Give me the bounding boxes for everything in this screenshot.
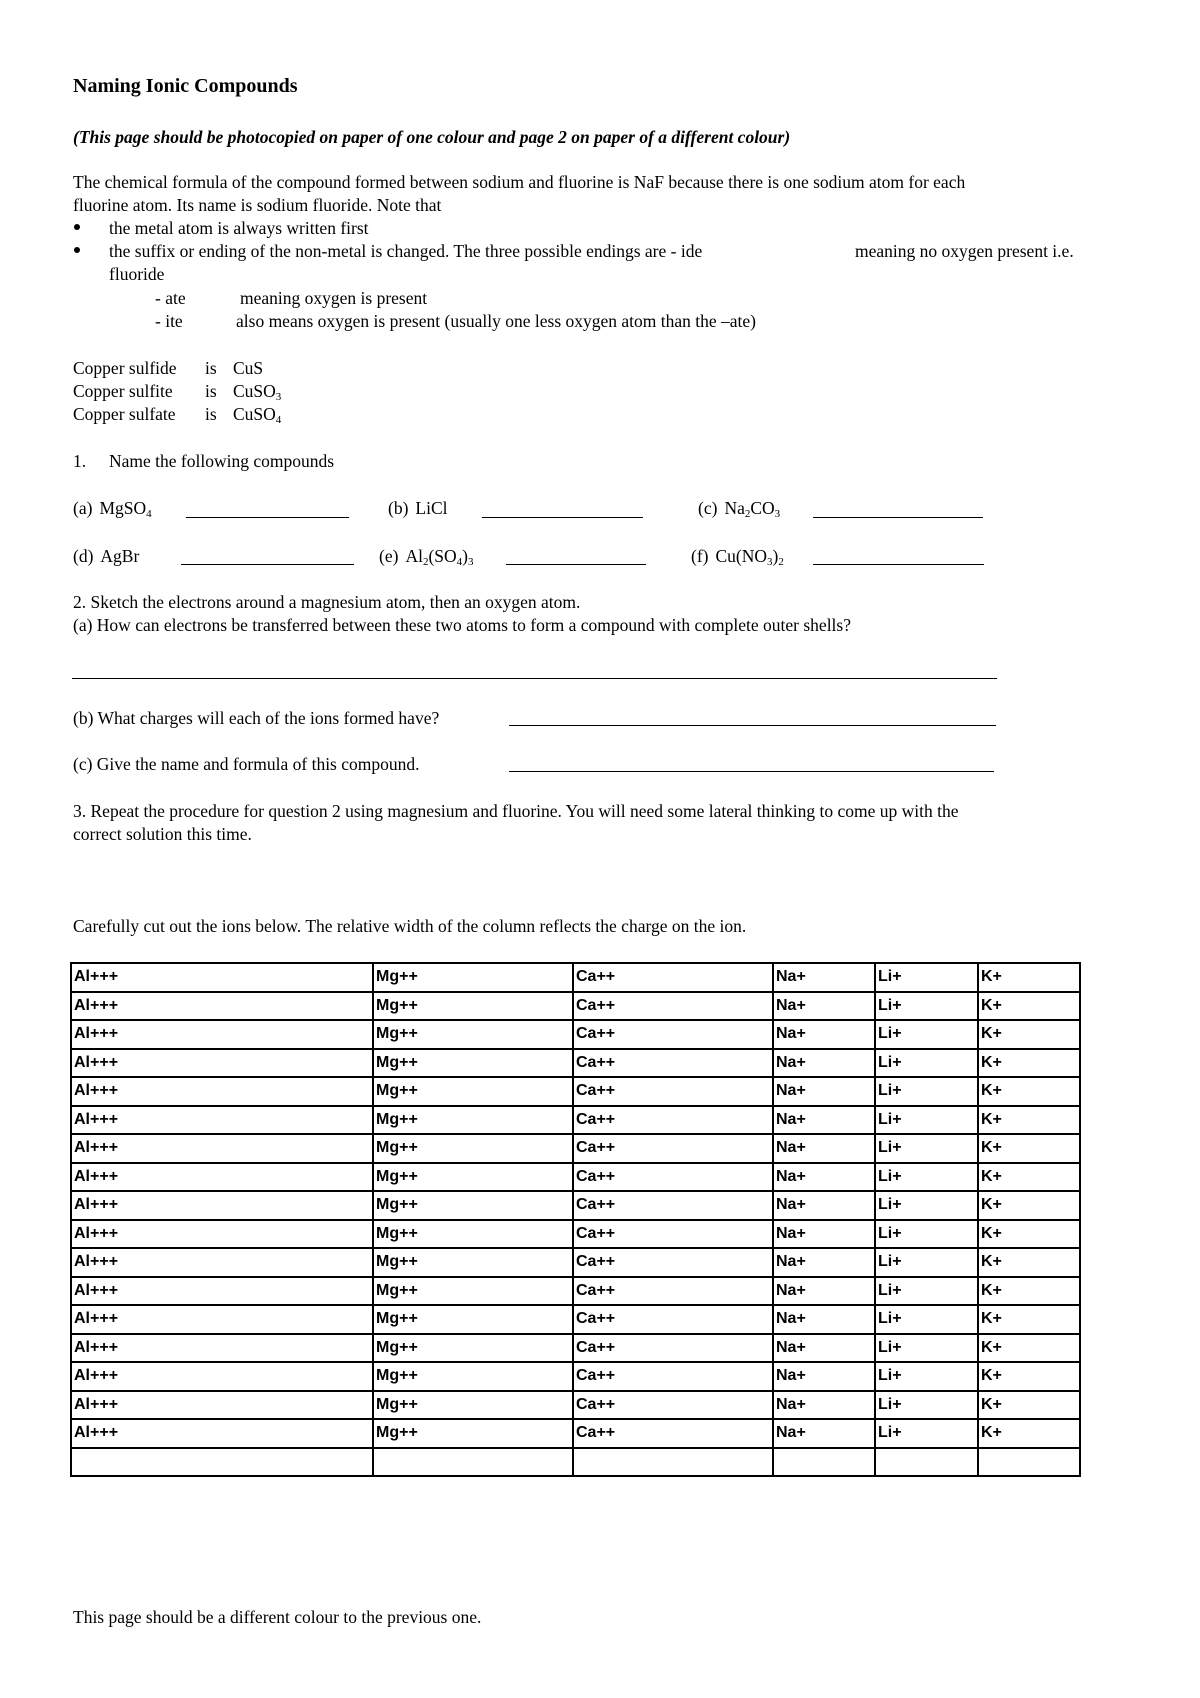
- ion-cell[interactable]: Li+: [875, 1391, 978, 1420]
- ion-cell[interactable]: Li+: [875, 1277, 978, 1306]
- ion-row: [71, 992, 1080, 1021]
- ion-cell[interactable]: Mg++: [373, 1106, 573, 1135]
- ion-row: [71, 1334, 1080, 1363]
- ion-cell[interactable]: Ca++: [573, 1334, 773, 1363]
- q1-item: [691, 545, 784, 567]
- intro-line-2: fluorine atom. Its name is sodium fluoride. Note that: [73, 195, 442, 215]
- ion-cell[interactable]: Mg++: [373, 1391, 573, 1420]
- ion-row: [71, 1106, 1080, 1135]
- q1-item: [698, 497, 780, 519]
- ion-cell[interactable]: Li+: [875, 1134, 978, 1163]
- ion-cell[interactable]: Al+++: [71, 1391, 373, 1420]
- q2-intro: 2. Sketch the electrons around a magnesium atom, then an oxygen atom.: [73, 592, 581, 612]
- ion-cell[interactable]: K+: [978, 963, 1080, 992]
- ion-cell[interactable]: Ca++: [573, 1077, 773, 1106]
- answer-line[interactable]: [813, 564, 984, 565]
- q1-item-label: (a): [73, 498, 93, 518]
- page-title: Naming Ionic Compounds: [73, 75, 298, 97]
- ion-cell[interactable]: Na+: [773, 1077, 875, 1106]
- ion-cell[interactable]: Na+: [773, 1305, 875, 1334]
- q2-c: (c) Give the name and formula of this compound.: [73, 754, 420, 774]
- ion-cell[interactable]: Na+: [773, 1334, 875, 1363]
- empty-ion-cell[interactable]: [373, 1448, 573, 1477]
- ion-cell[interactable]: Ca++: [573, 1134, 773, 1163]
- ion-cell[interactable]: Al+++: [71, 1277, 373, 1306]
- ate-meaning: meaning oxygen is present: [240, 288, 428, 308]
- ion-row: [71, 1049, 1080, 1078]
- ion-cell[interactable]: K+: [978, 1391, 1080, 1420]
- ion-cell[interactable]: Mg++: [373, 1419, 573, 1448]
- ion-cell[interactable]: Na+: [773, 1106, 875, 1135]
- ide-meaning: meaning no oxygen present i.e.: [855, 241, 1074, 261]
- ion-cell[interactable]: Na+: [773, 1419, 875, 1448]
- ion-cell[interactable]: K+: [978, 1191, 1080, 1220]
- ion-cell[interactable]: Al+++: [71, 963, 373, 992]
- ion-cell[interactable]: Mg++: [373, 1191, 573, 1220]
- ion-cell[interactable]: Ca++: [573, 1191, 773, 1220]
- ate-suffix: - ate: [155, 288, 186, 308]
- q1-item-formula: LiCl: [415, 498, 448, 518]
- ion-row: [71, 1448, 1080, 1477]
- ion-cell[interactable]: Na+: [773, 1277, 875, 1306]
- ion-cell[interactable]: Mg++: [373, 963, 573, 992]
- ion-cell[interactable]: Al+++: [71, 1106, 373, 1135]
- q1-item-formula: $Cu(NO_3)_2$: [715, 546, 784, 568]
- q1-item-label: (b): [388, 498, 409, 518]
- q1-number: 1.: [73, 451, 87, 471]
- bullet-suffix: the suffix or ending of the non-metal is changed. The three possible endings are - ide: [109, 241, 703, 261]
- ion-cell[interactable]: Mg++: [373, 1163, 573, 1192]
- ion-cell[interactable]: K+: [978, 1248, 1080, 1277]
- ion-cell[interactable]: Mg++: [373, 992, 573, 1021]
- ide-example: fluoride: [109, 264, 165, 284]
- ion-cell[interactable]: Na+: [773, 1020, 875, 1049]
- ion-cell[interactable]: Li+: [875, 1020, 978, 1049]
- ion-cell[interactable]: Al+++: [71, 1077, 373, 1106]
- ion-cell[interactable]: Al+++: [71, 1334, 373, 1363]
- ion-row: [71, 1077, 1080, 1106]
- empty-ion-cell[interactable]: [978, 1448, 1080, 1477]
- ion-cell[interactable]: Mg++: [373, 1334, 573, 1363]
- ion-cell[interactable]: Mg++: [373, 1277, 573, 1306]
- answer-line[interactable]: [813, 517, 983, 518]
- ion-cell[interactable]: Al+++: [71, 992, 373, 1021]
- ion-cell[interactable]: Li+: [875, 1077, 978, 1106]
- empty-ion-cell[interactable]: [573, 1448, 773, 1477]
- ion-row: [71, 1277, 1080, 1306]
- ion-cell[interactable]: Ca++: [573, 1163, 773, 1192]
- ion-cell[interactable]: Al+++: [71, 1134, 373, 1163]
- example-row: Copper sulfate is CuSO$_4$: [73, 404, 282, 426]
- ion-cell[interactable]: Ca++: [573, 1277, 773, 1306]
- ite-meaning: also means oxygen is present (usually one less oxygen atom than the –ate): [236, 311, 757, 331]
- ion-cell[interactable]: Al+++: [71, 1191, 373, 1220]
- ion-cell[interactable]: K+: [978, 1220, 1080, 1249]
- ion-cell[interactable]: Li+: [875, 1334, 978, 1363]
- ion-cell[interactable]: Al+++: [71, 1362, 373, 1391]
- ion-cell[interactable]: Al+++: [71, 1419, 373, 1448]
- ion-cell[interactable]: Na+: [773, 992, 875, 1021]
- ion-row: [71, 1391, 1080, 1420]
- ion-row: [71, 1248, 1080, 1277]
- ion-row: [71, 1419, 1080, 1448]
- ion-row: [71, 1163, 1080, 1192]
- ion-cell[interactable]: Al+++: [71, 1220, 373, 1249]
- ion-cell[interactable]: Mg++: [373, 1049, 573, 1078]
- ion-cell[interactable]: Ca++: [573, 1049, 773, 1078]
- ion-cell[interactable]: Mg++: [373, 1362, 573, 1391]
- example-row: Copper sulfite is CuSO$_3$: [73, 381, 282, 403]
- ion-cell[interactable]: Li+: [875, 963, 978, 992]
- ion-cell[interactable]: Al+++: [71, 1305, 373, 1334]
- ion-cell[interactable]: Li+: [875, 1248, 978, 1277]
- bullet-icon: [74, 224, 80, 230]
- ion-cell[interactable]: Li+: [875, 1305, 978, 1334]
- q1-item-label: (f): [691, 546, 709, 566]
- ion-row: [71, 1191, 1080, 1220]
- ion-cell[interactable]: Ca++: [573, 1419, 773, 1448]
- ion-cell[interactable]: Li+: [875, 1049, 978, 1078]
- empty-ion-cell[interactable]: [875, 1448, 978, 1477]
- answer-line[interactable]: [509, 725, 996, 726]
- answer-line[interactable]: [72, 678, 997, 679]
- ion-row: [71, 1362, 1080, 1391]
- ion-row: [71, 1020, 1080, 1049]
- ion-cutout-table: [70, 962, 1081, 1477]
- photocopy-note: (This page should be photocopied on paper of one colour and page 2 on paper of a different colour): [73, 127, 791, 147]
- empty-ion-cell[interactable]: [773, 1448, 875, 1477]
- q1-item: [73, 497, 152, 519]
- ion-cell[interactable]: Ca++: [573, 1362, 773, 1391]
- footer-note: This page should be a different colour to the previous one.: [73, 1607, 482, 1627]
- ion-cell[interactable]: Na+: [773, 963, 875, 992]
- ion-cell[interactable]: Na+: [773, 1191, 875, 1220]
- ion-row: [71, 1134, 1080, 1163]
- q1-item-formula: $Na_2CO_3$: [724, 498, 781, 520]
- ion-cell[interactable]: Na+: [773, 1220, 875, 1249]
- intro-line-1: The chemical formula of the compound formed between sodium and fluorine is NaF because there is one sodium atom for each: [73, 172, 966, 192]
- ion-cell[interactable]: Mg++: [373, 1020, 573, 1049]
- ion-cell[interactable]: Li+: [875, 1163, 978, 1192]
- ion-cell[interactable]: Na+: [773, 1362, 875, 1391]
- ion-cell[interactable]: K+: [978, 1020, 1080, 1049]
- ion-cell[interactable]: Mg++: [373, 1305, 573, 1334]
- ion-cell[interactable]: Al+++: [71, 1049, 373, 1078]
- ion-cell[interactable]: Ca++: [573, 1391, 773, 1420]
- ion-cell[interactable]: Li+: [875, 992, 978, 1021]
- q2-a: (a) How can electrons be transferred between these two atoms to form a compound with complete outer shells?: [73, 615, 851, 635]
- ion-cell[interactable]: K+: [978, 1277, 1080, 1306]
- ion-cell[interactable]: Li+: [875, 1220, 978, 1249]
- ion-cell[interactable]: Al+++: [71, 1163, 373, 1192]
- ion-cell[interactable]: K+: [978, 1362, 1080, 1391]
- ion-cell[interactable]: Al+++: [71, 1020, 373, 1049]
- ion-cell[interactable]: Li+: [875, 1106, 978, 1135]
- ion-cell[interactable]: Ca++: [573, 1248, 773, 1277]
- ion-cell[interactable]: K+: [978, 1334, 1080, 1363]
- q1-item-formula: $Al_2(SO_4)_3$: [405, 546, 474, 568]
- q1-item: [388, 497, 448, 519]
- q1-item-label: (d): [73, 546, 94, 566]
- ion-cell[interactable]: K+: [978, 1305, 1080, 1334]
- answer-line[interactable]: [509, 771, 994, 772]
- ion-cell[interactable]: Na+: [773, 1391, 875, 1420]
- ite-suffix: - ite: [155, 311, 183, 331]
- example-row: Copper sulfide is CuS: [73, 358, 264, 378]
- ion-cell[interactable]: Mg++: [373, 1248, 573, 1277]
- cut-instruction: Carefully cut out the ions below. The relative width of the column reflects the charge on the ion.: [73, 916, 747, 936]
- bullet-icon: [74, 247, 80, 253]
- q1-item: [379, 545, 473, 567]
- ion-cell[interactable]: K+: [978, 1163, 1080, 1192]
- ion-cell[interactable]: K+: [978, 1134, 1080, 1163]
- ion-cell[interactable]: Li+: [875, 1362, 978, 1391]
- ion-cell[interactable]: Ca++: [573, 992, 773, 1021]
- ion-cell[interactable]: K+: [978, 1106, 1080, 1135]
- q3-line-2: correct solution this time.: [73, 824, 252, 844]
- ion-cell[interactable]: K+: [978, 992, 1080, 1021]
- q2-b: (b) What charges will each of the ions formed have?: [73, 708, 440, 728]
- ion-cell[interactable]: Na+: [773, 1049, 875, 1078]
- answer-line[interactable]: [186, 517, 349, 518]
- ion-cell[interactable]: K+: [978, 1077, 1080, 1106]
- ion-cell[interactable]: Ca++: [573, 1020, 773, 1049]
- q3-line-1: 3. Repeat the procedure for question 2 using magnesium and fluorine. You will need some lateral thinking to come up with the: [73, 801, 959, 821]
- ion-cell[interactable]: Na+: [773, 1163, 875, 1192]
- ion-cell[interactable]: Al+++: [71, 1248, 373, 1277]
- ion-cell[interactable]: Ca++: [573, 1220, 773, 1249]
- answer-line[interactable]: [181, 564, 354, 565]
- ion-cell[interactable]: Na+: [773, 1248, 875, 1277]
- empty-ion-cell[interactable]: [71, 1448, 373, 1477]
- ion-cell[interactable]: Li+: [875, 1191, 978, 1220]
- q1-item-label: (c): [698, 498, 718, 518]
- ion-cell[interactable]: Mg++: [373, 1134, 573, 1163]
- ion-cell[interactable]: Na+: [773, 1134, 875, 1163]
- q1-item-label: (e): [379, 546, 399, 566]
- q1-item-formula: AgBr: [100, 546, 140, 566]
- q1-item: [73, 545, 139, 567]
- ion-row: [71, 1220, 1080, 1249]
- ion-cell[interactable]: Ca++: [573, 1106, 773, 1135]
- ion-row: [71, 1305, 1080, 1334]
- ion-cell[interactable]: K+: [978, 1419, 1080, 1448]
- ion-cell[interactable]: Li+: [875, 1419, 978, 1448]
- q1-item-formula: MgSO$_4$: [99, 498, 152, 520]
- ion-cell[interactable]: Mg++: [373, 1220, 573, 1249]
- ion-row: [71, 963, 1080, 992]
- answer-line[interactable]: [482, 517, 643, 518]
- bullet-metal-first: the metal atom is always written first: [109, 218, 369, 238]
- ion-cell[interactable]: K+: [978, 1049, 1080, 1078]
- ion-cell[interactable]: Mg++: [373, 1077, 573, 1106]
- ion-cell[interactable]: Ca++: [573, 1305, 773, 1334]
- q1-text: Name the following compounds: [109, 451, 335, 471]
- ion-cell[interactable]: Ca++: [573, 963, 773, 992]
- answer-line[interactable]: [506, 564, 646, 565]
